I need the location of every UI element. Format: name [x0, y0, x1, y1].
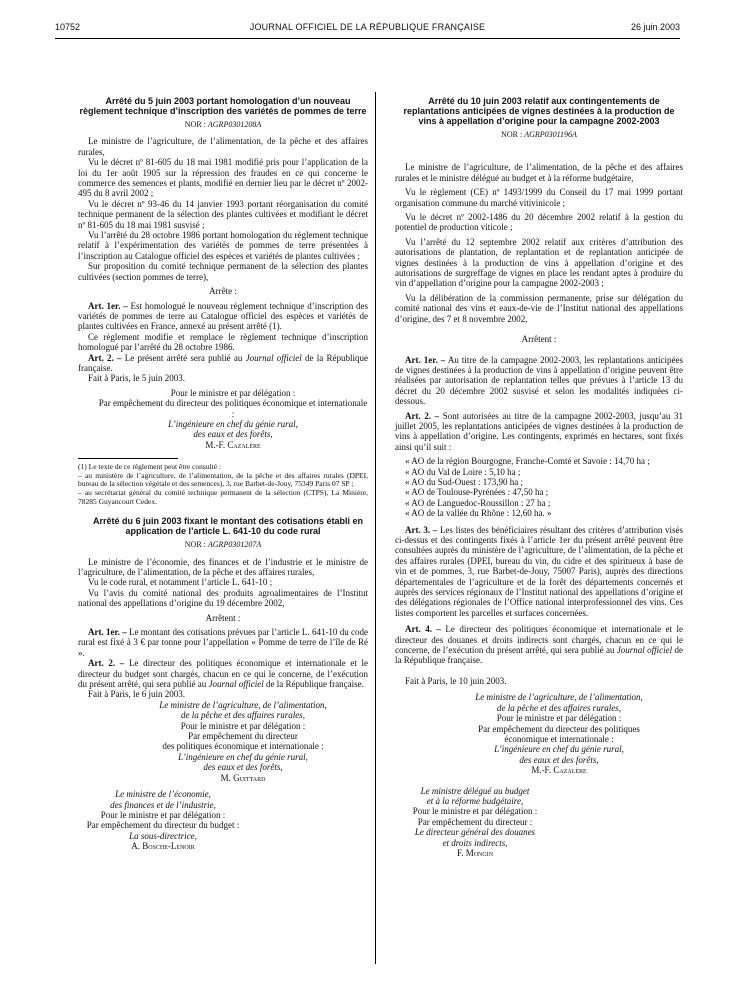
signature-line: L’ingénieure en chef du génie rural, [494, 744, 624, 755]
article-text: Au titre de la campagne 2002-2003, les replantations anticipées de vignes destinées à la production de vins à appellation d’origine peuvent être réalisées par autorisation de replantation telles que prévues à l’article 13 du décret du 20 décembre 2002 susvisé et selon les modalités indiquées ci-dessous. [395, 354, 683, 407]
paragraph: Vu le code rural, et notamment l’article L. 641-10 ; [88, 577, 273, 588]
nor-code: AGRP0301207A [207, 540, 262, 550]
page-header [55, 22, 680, 38]
footnote: – au ministère de l’agriculture, de l’alimentation, de la pêche et des affaires rurales (DPEI, bureau de la sélection végétale et des semences), 3, rue Barbet-de-Jouy, 75349 Paris 07 SP ; [78, 470, 368, 489]
article-text: Le directeur des politiques économique et internationale et le directeur des douanes et droits indirects sont chargés, chacun en ce qui le concerne, de l’exécution du présent arrêté, qui sera publié au [395, 624, 683, 656]
nor-code: AGRP0301208A [207, 120, 262, 129]
signature-line: Pour le ministre et par délégation : [100, 809, 226, 820]
signature-block [98, 388, 368, 450]
decree-title: Arrêté du 6 juin 2003 fixant le montant des cotisations établi en application de l’article L. 641-10 du code rural [92, 516, 364, 537]
signature-line: Le ministre de l’agriculture, de l’alimentation, [159, 699, 327, 710]
decree-3 [395, 96, 683, 858]
paragraph: Ce règlement modifie et remplace le règlement technique d’inscription homologué par l’arrêté du 28 octobre 1986. [78, 331, 368, 353]
article-label: Art. 1er. – [88, 627, 127, 637]
footnote: – au secrétariat général du comité technique permanent de la sélection (CTPS), La Minière, 78285 Guyancourt Cedex. [78, 487, 368, 506]
paragraph: Vu la délibération de la commission permanente, prise sur délégation du comité national des vins et eaux-de-vie de l’Institut national des appellations d’origine, des 7 et 8 novembre 2002, [395, 292, 683, 324]
signature-line: des eaux et des forêts, [193, 429, 273, 440]
decree-title: Arrêté du 10 juin 2003 relatif aux contingentements de replantations anticipées de vignes destinées à la production de vins à appellation d’origine pour la campagne 2002-2003 [403, 96, 675, 126]
signature-line: de la pêche et des affaires rurales, [181, 710, 305, 721]
arrete-heading: Arrête : [209, 286, 237, 297]
signature-line: Pour le ministre et par délégation : [180, 720, 306, 731]
signatory-name: A. Bosche-Lenoir [131, 841, 195, 852]
article-text: de la République française. [395, 645, 683, 666]
article-label: Art. 2. – [405, 410, 440, 421]
signature-block [435, 692, 683, 775]
footnote-rule [78, 458, 178, 459]
article-label: Art. 2. – [88, 352, 122, 363]
nor-reference [78, 540, 368, 550]
list-item: « AO du Sud-Ouest : 173,90 ha ; [405, 476, 523, 487]
article-label: Art. 1er. – [88, 300, 128, 311]
paragraph: Vu l’arrêté du 28 octobre 1986 portant homologation du règlement technique relatif à l’expérimentation des variétés de pommes de terre présentées à l’inscription au Catalogue officiel des espèces et variétés de plantes cultivées ; [78, 230, 368, 261]
signatory-name: F. Mongin [456, 847, 494, 858]
article-text: Le montant des cotisations prévues par l’article L. 641-10 du code rural est fixé à 3 € par tonne pour l’appellation « Pomme de terre de l’île de Ré ». [78, 627, 368, 658]
paragraph: Vu le décret nº 81-605 du 18 mai 1981 modifié pris pour l’application de la loi du 1er août 1905 sur la répression des fraudes en ce qui concerne le commerce des semences et plants, modifié en dernier lieu par le décret nº 2002-495 du 8 avril 2002 ; [78, 157, 368, 199]
page-number: 10752 [55, 22, 81, 32]
signatory-name: M. Guittard [220, 772, 266, 783]
signature-block [118, 700, 368, 783]
left-column [78, 96, 368, 852]
article-2 [78, 658, 368, 689]
nor-code: AGRP0301196A [524, 130, 577, 139]
signature-line: Le ministre délégué au budget [420, 785, 530, 796]
nor-reference [78, 120, 368, 130]
article-2 [78, 353, 368, 374]
signature-line: économique et internationale : [504, 733, 614, 744]
signature-line: Par empêchement du directeur : [417, 816, 533, 827]
article-3 [395, 525, 683, 619]
journal-ref: Journal officiel [208, 679, 264, 690]
list-item: « AO de Languedoc-Roussillon : 27 ha ; [405, 497, 551, 508]
signature-line: et droits indirects, [442, 837, 508, 848]
signature-block [395, 786, 555, 859]
signatory-name: M.-F. Cazalère [531, 765, 587, 776]
signature-line: L’ingénieure en chef du génie rural, [168, 418, 298, 429]
article-text: Le directeur des politiques économique et internationale et le directeur du budget sont chargés, chacun en ce qui le concerne, de l’exécution du présent arrêté, qui sera publié au [78, 658, 369, 690]
arretent-heading: Arrêtent : [205, 612, 241, 623]
signature-line: Pour le ministre et par délégation : [170, 387, 296, 398]
signature-line: des eaux et des forêts, [203, 762, 283, 773]
done-at: Fait à Paris, le 6 juin 2003. [88, 689, 185, 700]
article-text: Est homologué le nouveau règlement technique d’inscription des variétés de pommes de terre au Catalogue officiel des espèces et variétés de plantes cultivées en France, annexé au présent arrêté (1). [78, 300, 368, 332]
decree-1 [78, 96, 368, 506]
nor-reference [395, 130, 683, 140]
article-label: Art. 1er. – [405, 354, 446, 365]
decree-title: Arrêté du 5 juin 2003 portant homologation d’un nouveau règlement technique d’inscription des variétés de pommes de terre [79, 96, 367, 116]
done-at: Fait à Paris, le 5 juin 2003. [88, 373, 185, 384]
signature-block [78, 789, 248, 851]
decree-2 [78, 516, 368, 851]
signature-line: des politiques économique et internationale : [162, 741, 324, 752]
paragraph: Vu le règlement (CE) nº 1493/1999 du Conseil du 17 mai 1999 portant organisation commune du marché vitivinicole ; [395, 187, 683, 208]
signature-line: et à la réforme budgétaire, [426, 795, 524, 806]
signature-line: des eaux et des forêts, [519, 754, 599, 765]
right-column [395, 96, 683, 858]
paragraph: Vu le décret nº 2002-1486 du 20 décembre 2002 relatif à la gestion du potentiel de production viticole ; [395, 212, 683, 233]
signature-line: Par empêchement du directeur du budget : [86, 820, 240, 831]
article-label: Art. 2. – [88, 658, 125, 669]
list-item: « AO de la vallée du Rhône : 12,60 ha. » [405, 508, 552, 519]
article-1 [395, 355, 683, 407]
signature-line: Le ministre de l’agriculture, de l’alimentation, [475, 692, 643, 703]
footnote: (1) Le texte de ce règlement peut être consulté : [78, 462, 222, 472]
signature-line: Par empêchement du directeur des politiques [478, 723, 640, 734]
nor-label: NOR : [501, 130, 525, 139]
article-text: de la République française. [78, 352, 369, 373]
article-2 [395, 411, 683, 453]
paragraph: Le ministre de l’agriculture, de l’alimentation, de la pêche et des affaires rurales et le ministre délégué au budget et à la réforme budgétaire, [395, 162, 683, 183]
article-label: Art. 3. – [405, 524, 438, 535]
signature-line: Pour le ministre et par délégation : [496, 713, 622, 724]
paragraph: Sur proposition du comité technique permanent de la sélection des plantes cultivées (section pommes de terre), [78, 261, 368, 282]
arretent-heading: Arrêtent : [521, 334, 557, 345]
article-text: Sont autorisées au titre de la campagne 2002-2003, jusqu’au 31 juillet 2005, les replantations anticipées de vignes destinées à la production de vins à appellation d’origine. Les contingents, exprimés en hectares, sont fixés ainsi qu’il suit : [395, 410, 683, 452]
signature-line: de la pêche et des affaires rurales, [497, 702, 621, 713]
paragraph: Le ministre de l’agriculture, de l’alimentation, de la pêche et des affaires rurales, [78, 136, 368, 157]
article-text: de la République française. [263, 679, 364, 690]
paragraph: Vu le décret nº 93-46 du 14 janvier 1993 portant réorganisation du comité technique permanent de la sélection des plantes cultivées et modifiant le décret nº 81-605 du 18 mai 1981 susvisé ; [78, 198, 368, 230]
journal-ref: Journal officiel [245, 352, 302, 363]
signature-line: La sous-directrice, [129, 830, 197, 841]
list-item: « AO de Toulouse-Pyrénées : 47,50 ha ; [405, 487, 549, 498]
signature-line: Par empêchement du directeur des politiques économique et internationale : [98, 398, 368, 419]
journal-ref: Journal officiel [616, 645, 673, 656]
signature-line: Le directeur général des douanes [414, 827, 536, 838]
journal-title: JOURNAL OFFICIEL DE LA RÉPUBLIQUE FRANÇAISE [249, 22, 486, 32]
article-4 [395, 624, 683, 666]
signature-line: L’ingénieure en chef du génie rural, [178, 751, 308, 762]
article-1 [78, 627, 368, 658]
signature-line: des finances et de l’industrie, [110, 799, 216, 810]
signatory-name: M.-F. Cazalère [205, 439, 261, 450]
list-item: « AO de la région Bourgogne, Franche-Comté et Savoie : 14,70 ha ; [405, 456, 650, 467]
paragraph: Vu l’avis du comité national des produits agroalimentaires de l’Institut national des appellations d’origine du 19 décembre 2002, [78, 587, 368, 609]
nor-label: NOR : [184, 540, 208, 550]
issue-date: 26 juin 2003 [630, 22, 680, 32]
paragraph: Vu l’arrêté du 12 septembre 2002 relatif aux critères d’attribution des autorisations de plantation, de replantation et de replantation anticipée de vignes destinées à la production de vins à appellation d’origine et des autorisations de surgreffage de vignes en place les rendant aptes à produire du vin d’appellation d’origine pour la campagne 2002-2003 ; [395, 236, 683, 289]
article-text: Le présent arrêté sera publié au [124, 352, 246, 363]
signature-line: Par empêchement du directeur [188, 731, 298, 742]
paragraph: Le ministre de l’économie, des finances et de l’industrie et le ministre de l’agriculture, de l’alimentation, de la pêche et des affaires rurales, [78, 556, 368, 577]
signature-line: Pour le ministre et par délégation : [412, 806, 538, 817]
article-label: Art. 4. – [405, 624, 441, 635]
signature-line: Le ministre de l’économie, [115, 789, 211, 800]
nor-label: NOR : [184, 120, 208, 129]
article-text: Les listes des bénéficiaires résultant des critères d’attribution visés ci-dessus et des contingents fixés à l’article 1er du présent arrêté peuvent être consultées auprès du ministère de l’agriculture, de l’alimentation, de la pêche et des affaires rurales (DPEI, bureau du vin, du cidre et des spiritueux à base de vin et de pommes, 3, rue Barbet-de-Jouy, 75007 Paris), auprès des directions départementales de l’agriculture et de la forêt des départements concernés et auprès des services régionaux de l’Institut national des appellations d’origine et des délégations régionales de l’Office national interprofessionnel des vins. Ces listes comportent les parcelles et surfaces concernées. [395, 524, 683, 618]
header-rule [55, 38, 680, 39]
article-1 [78, 301, 368, 332]
list-item: « AO du Val de Loire : 5,10 ha ; [405, 466, 521, 477]
done-at: Fait à Paris, le 10 juin 2003. [405, 675, 507, 686]
column-separator [375, 92, 376, 964]
